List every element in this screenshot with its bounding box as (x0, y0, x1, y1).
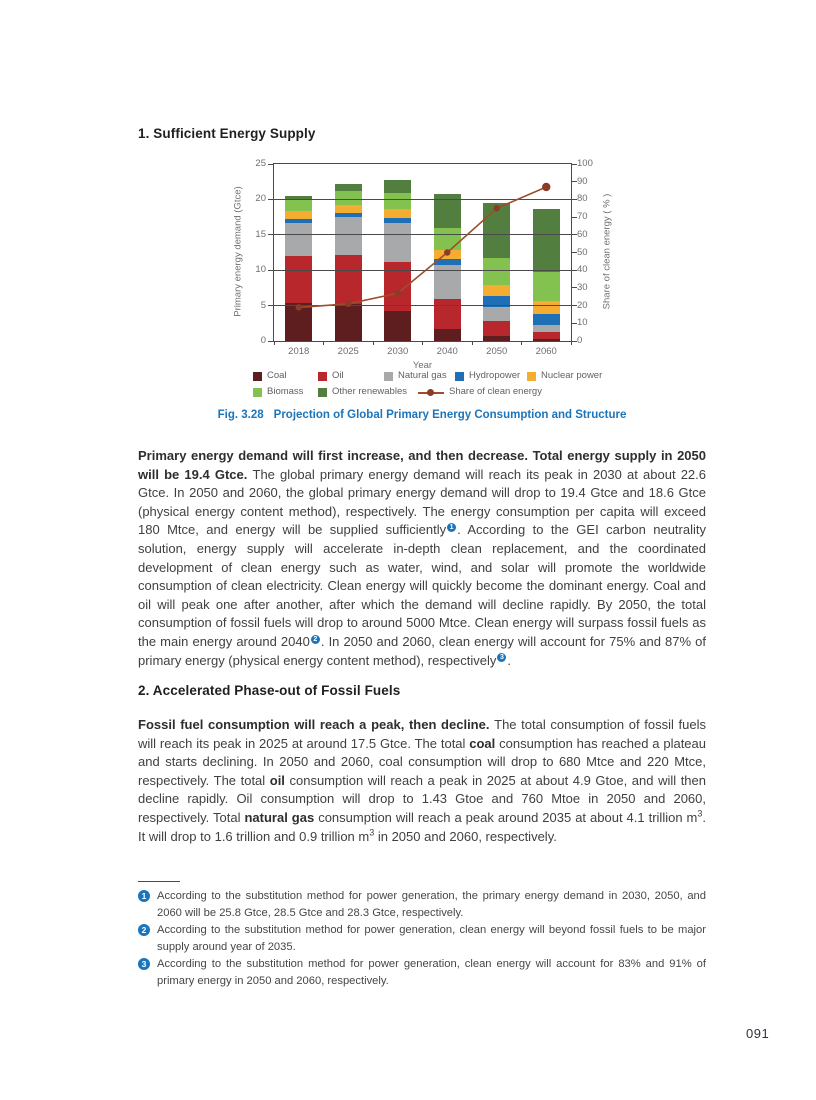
y-axis-tick-left (268, 164, 273, 165)
paragraph-primary-energy-demand: Primary energy demand will first increase, and then decrease. Total energy supply in 2050 will be 19.4 Gtce. The global primary energy demand will reach its peak in 2030 at about 22.6 Gtce. In 2050 and 2060, the global primary energy demand will drop to 19.4 Gtce and 18.6 Gtce (physical energy content method), respectively. The energy consumption per capita will exceed 180 Mtce, and energy will be supplied sufficiently 1 . According to the GEI carbon neutrality solution, energy supply will accelerate in-depth clean replacement, and the coordinated development of clean energy such as water, wind, and solar will promote the worldwide consumption of clean electricity. Clean energy will quickly become the dominant energy. Coal and oil will peak one after another, after which the demand will decline rapidly. By 2050, the total consumption of fossil fuels will drop to around 5000 Mtce. Clean energy will surpass fossil fuels as the main energy around 2040 2 . In 2050 and 2060, clean energy will account for 75% and 87% of primary energy (physical energy content method), respectively 3 . (138, 448, 706, 668)
y-axis-tick-label-right-70: 70 (577, 211, 588, 223)
x-axis-tick (274, 341, 275, 345)
y-axis-tick-left (268, 341, 273, 342)
legend-swatch-coal (253, 372, 262, 381)
clean-energy-point-2018 (296, 304, 302, 310)
legend-label: Hydropower (469, 370, 521, 381)
x-axis-tick (323, 341, 324, 345)
legend-label: Other renewables (332, 386, 407, 397)
legend-label: Nuclear power (541, 370, 603, 381)
y-axis-tick-label-right-50: 50 (577, 246, 588, 258)
superscript: 3 (697, 808, 703, 819)
y-axis-tick-left (268, 199, 273, 200)
x-tick-label-2025: 2025 (337, 346, 359, 357)
section-heading-sufficient-energy-supply: 1. Sufficient Energy Supply (138, 126, 316, 141)
y-axis-tick-label-right-20: 20 (577, 299, 588, 311)
chart-plot-area (232, 158, 613, 371)
x-axis-tick (373, 341, 374, 345)
legend-label: Share of clean energy (449, 386, 542, 397)
y-axis-tick-label-right-0: 0 (577, 335, 583, 346)
legend-item-natural-gas (384, 370, 447, 382)
clean-energy-share-line (274, 164, 571, 341)
y-axis-tick-left (268, 270, 273, 271)
clean-energy-point-2060 (542, 183, 550, 191)
bold-text: coal (469, 735, 496, 751)
clean-energy-line-path (299, 187, 547, 307)
y-axis-tick-label-right-90: 90 (577, 175, 588, 187)
legend-swatch-oil (318, 372, 327, 381)
section-heading-phase-out-fossil-fuels: 2. Accelerated Phase-out of Fossil Fuels (138, 683, 401, 698)
x-axis-tick (472, 341, 473, 345)
y-axis-tick-label-right-40: 40 (577, 264, 588, 276)
legend-item-other-renewables (318, 386, 407, 398)
x-axis-tick (422, 341, 423, 345)
legend-swatch-natural-gas (384, 372, 393, 381)
bold-text: Fossil fuel consumption will reach a peak, then decline. (138, 717, 495, 732)
x-axis-tick (521, 341, 522, 345)
superscript: 3 (369, 827, 375, 838)
bold-text: Primary energy demand will first increase, and then decrease. Total energy supply in 2050 will be 19.4 Gtce. (138, 448, 706, 482)
y-axis-tick-label-right-30: 30 (577, 281, 588, 293)
footnote-text-1: According to the substitution method for power generation, the primary energy demand in 2030, 2050, and 2060 will be 25.8 Gtce, 28.5 Gtce and 28.3 Gtce, respectively. (157, 890, 706, 919)
clean-energy-point-2025 (345, 301, 351, 307)
x-tick-label-2040: 2040 (436, 346, 458, 357)
legend-label: Biomass (267, 386, 304, 397)
x-axis-tick (571, 341, 572, 345)
x-tick-label-2060: 2060 (535, 346, 557, 357)
footnote-marker-3: 3 (138, 958, 150, 970)
page-number: 091 (746, 1026, 770, 1041)
legend-line-symbol (418, 388, 444, 397)
footnote-divider (138, 881, 180, 882)
bold-text: oil (269, 772, 285, 788)
y-axis-title-left: Primary energy demand (Gtce) (232, 186, 244, 317)
y-axis-tick-label-left-20: 20 (255, 193, 266, 205)
x-tick-label-2018: 2018 (288, 346, 310, 357)
x-axis-title: Year (412, 360, 433, 371)
clean-energy-point-2050 (494, 205, 500, 211)
legend-label: Oil (332, 370, 344, 381)
footnote-ref-2: 2 (311, 635, 320, 644)
footnote-text-3: According to the substitution method for power generation, clean energy will account for 83% and 91% of primary energy in 2050 and 2060, respectively. (157, 958, 706, 987)
y-axis-tick-label-right-100: 100 (577, 158, 593, 169)
y-axis-tick-left (268, 234, 273, 235)
legend-swatch-nuclear-power (527, 372, 536, 381)
legend-swatch-biomass (253, 388, 262, 397)
legend-item-coal (253, 370, 287, 382)
y-axis-tick-label-right-80: 80 (577, 193, 588, 205)
legend-item-biomass (253, 386, 303, 398)
figure-caption-title: Projection of Global Primary Energy Consumption and Structure (273, 409, 627, 421)
y-axis-tick-label-left-5: 5 (260, 299, 266, 311)
y-axis-tick-label-right-10: 10 (577, 317, 588, 329)
footnote-2 (138, 922, 706, 955)
legend-label: Natural gas (398, 370, 447, 381)
y-axis-tick-label-left-0: 0 (260, 335, 266, 346)
footnote-3 (138, 956, 706, 989)
x-tick-label-2030: 2030 (387, 346, 409, 357)
legend-swatch-hydropower (455, 372, 464, 381)
figure-caption-label: Fig. 3.28 (217, 409, 264, 421)
clean-energy-point-2030 (395, 290, 401, 296)
legend-label: Coal (267, 370, 287, 381)
figure-caption (138, 409, 706, 421)
paragraph-fossil-fuel-consumption: Fossil fuel consumption will reach a peak, then decline. The total consumption of fossil fuels will reach its peak in 2025 at around 17.5 Gtce. The total coal consumption has reached a plateau and starts declining. In 2050 and 2060, coal consumption will drop to 680 Mtce and 220 Mtce, respectively. The total oil consumption will reach a peak in 2025 at about 4.9 Gtoe, and will then decline rapidly. Oil consumption will drop to 1.43 Gtoe and 760 Mtoe in 2050 and 2060, respectively. Total natural gas consumption will reach a peak around 2035 at about 4.1 trillion $m^3$. It will drop to 1.6 trillion and 0.9 trillion $m^3$ in 2050 and 2060, respectively. (138, 717, 707, 844)
legend-line-marker (427, 389, 434, 396)
legend-item-nuclear-power (527, 370, 602, 382)
footnote-ref-3: 3 (497, 653, 506, 662)
footnote-text-2: According to the substitution method for power generation, clean energy will beyond fossil fuels to be major supply around year of 2035. (157, 924, 706, 953)
legend-item-share-of-clean-energy (418, 386, 542, 398)
y-axis-tick-left (268, 305, 273, 306)
footnote-1 (138, 888, 706, 921)
footnotes-list (138, 888, 706, 991)
legend-item-oil (318, 370, 344, 382)
footnote-marker-1: 1 (138, 890, 150, 902)
y-axis-tick-label-left-15: 15 (255, 228, 266, 240)
bold-text: natural gas (244, 809, 315, 825)
y-axis-title-right: Share of clean energy ( % ) (601, 193, 613, 310)
y-axis-tick-label-left-25: 25 (255, 158, 266, 169)
clean-energy-point-2040 (444, 249, 450, 255)
legend-item-hydropower (455, 370, 520, 382)
footnote-marker-2: 2 (138, 924, 150, 936)
legend-swatch-other-renewables (318, 388, 327, 397)
y-axis-tick-label-left-10: 10 (255, 264, 266, 276)
y-axis-tick-label-right-60: 60 (577, 228, 588, 240)
footnote-ref-1: 1 (447, 523, 456, 532)
x-tick-label-2050: 2050 (486, 346, 508, 357)
